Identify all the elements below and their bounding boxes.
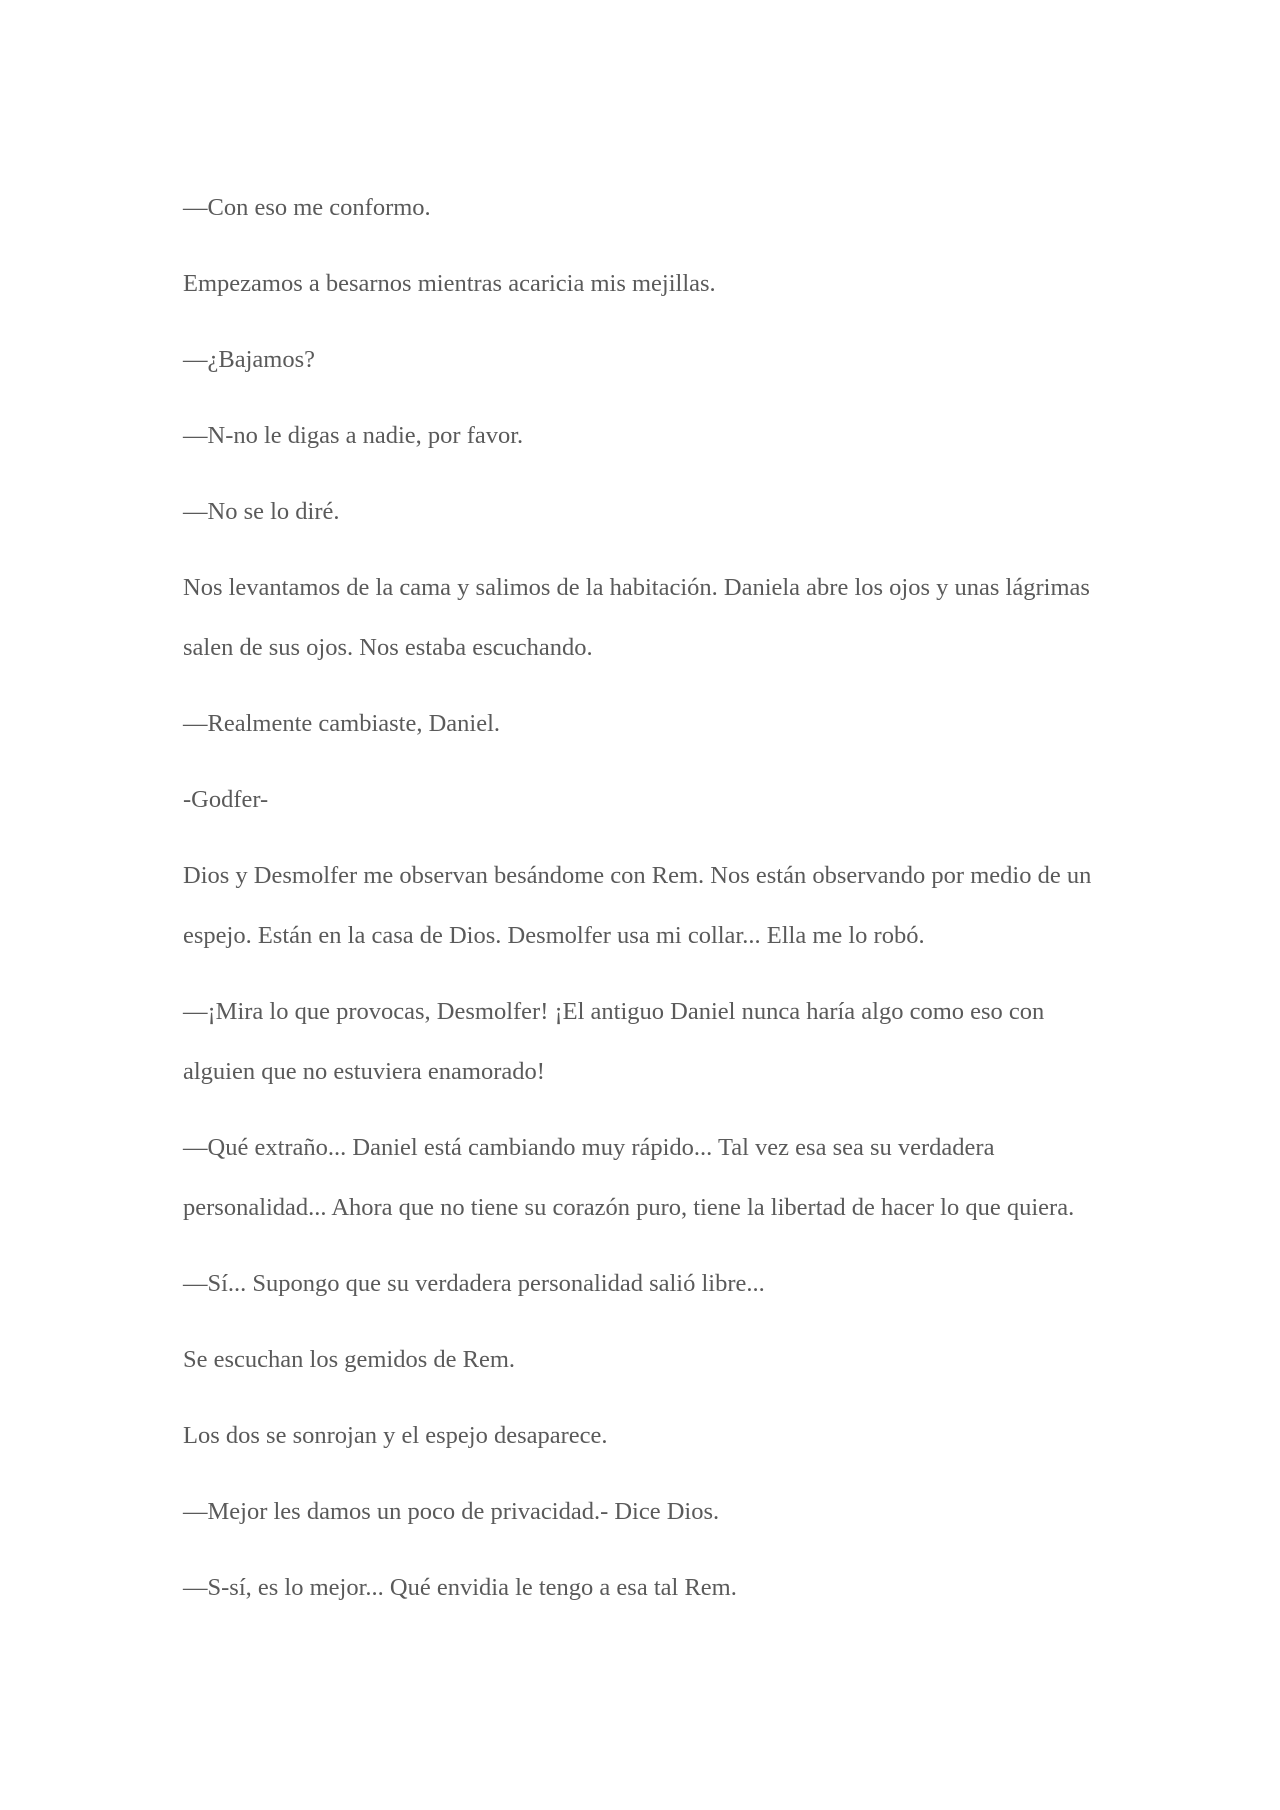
dialogue-paragraph: —Realmente cambiaste, Daniel. bbox=[183, 710, 501, 737]
narration-paragraph: Se escuchan los gemidos de Rem. bbox=[183, 1346, 516, 1373]
narration-paragraph: Nos levantamos de la cama y salimos de la habitación. Daniela abre los ojos y unas lágrimas salen de sus ojos. Nos estaba escuchando. bbox=[183, 574, 1090, 661]
dialogue-paragraph: —Qué extraño... Daniel está cambiando muy rápido... Tal vez esa sea su verdadera personalidad... Ahora que no tiene su corazón puro, tiene la libertad de hacer lo que quiera. bbox=[183, 1134, 1075, 1221]
dialogue-paragraph: —Mejor les damos un poco de privacidad.- Dice Dios. bbox=[183, 1498, 720, 1525]
dialogue-paragraph: —¿Bajamos? bbox=[183, 346, 315, 373]
narration-paragraph: Dios y Desmolfer me observan besándome con Rem. Nos están observando por medio de un espejo. Están en la casa de Dios. Desmolfer usa mi collar... Ella me lo robó. bbox=[183, 862, 1092, 949]
document-body bbox=[183, 178, 1103, 1634]
dialogue-paragraph: —Con eso me conformo. bbox=[183, 194, 431, 221]
narration-paragraph: Los dos se sonrojan y el espejo desaparece. bbox=[183, 1422, 608, 1449]
dialogue-paragraph: —¡Mira lo que provocas, Desmolfer! ¡El antiguo Daniel nunca haría algo como eso con alguien que no estuviera enamorado! bbox=[183, 998, 1045, 1085]
dialogue-paragraph: —N-no le digas a nadie, por favor. bbox=[183, 422, 524, 449]
narration-paragraph: Empezamos a besarnos mientras acaricia mis mejillas. bbox=[183, 270, 716, 297]
section-marker: -Godfer- bbox=[183, 786, 269, 813]
dialogue-paragraph: —Sí... Supongo que su verdadera personalidad salió libre... bbox=[183, 1270, 765, 1297]
dialogue-paragraph: —S-sí, es lo mejor... Qué envidia le tengo a esa tal Rem. bbox=[183, 1574, 737, 1601]
dialogue-paragraph: —No se lo diré. bbox=[183, 498, 340, 525]
